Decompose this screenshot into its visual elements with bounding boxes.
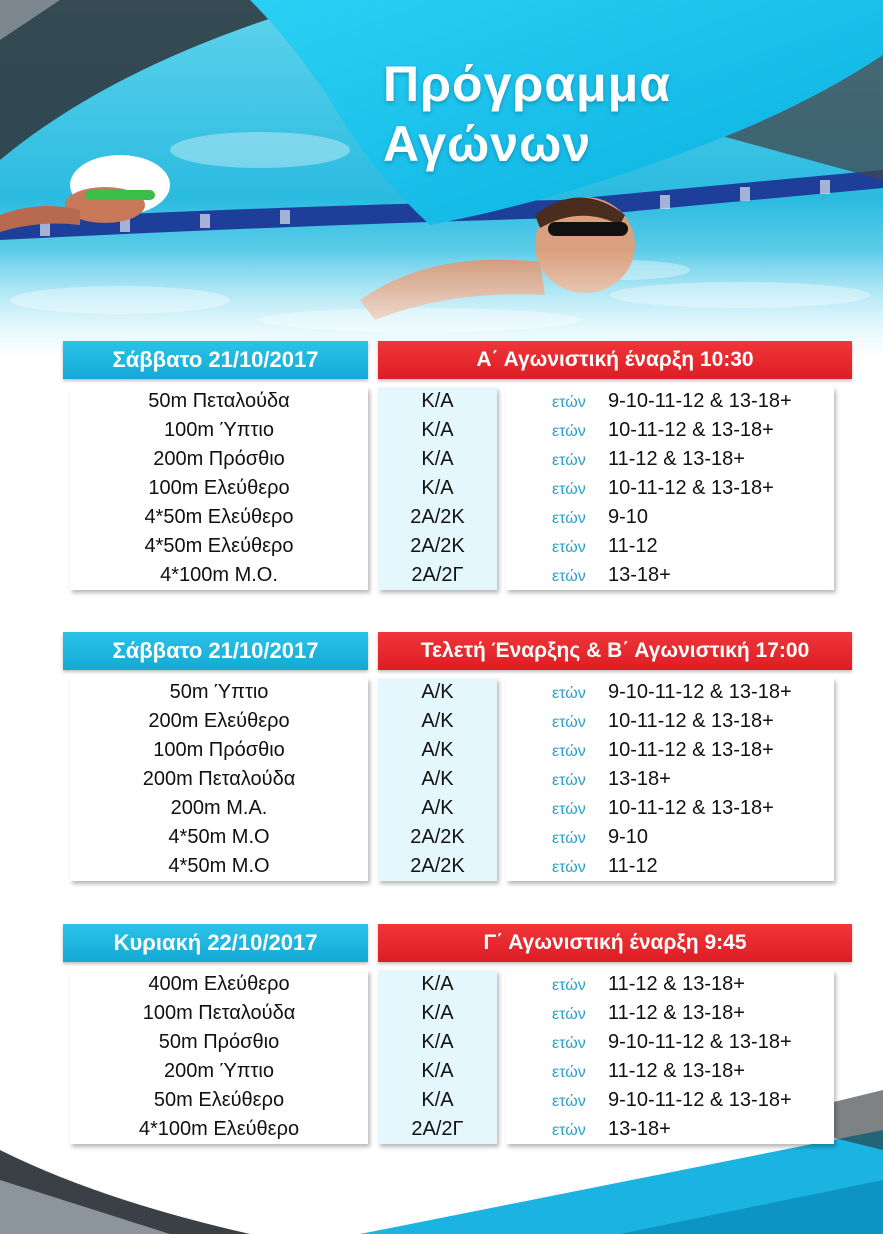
- event-name: 4*50m Μ.Ο: [168, 855, 270, 877]
- age-prefix: ετών: [552, 743, 586, 760]
- age-prefix: ετών: [552, 1122, 586, 1139]
- session-heading: Α΄ Αγωνιστική έναρξη 10:30: [378, 341, 852, 379]
- age-prefix: ετών: [552, 1035, 586, 1052]
- event-ages-row: [506, 678, 834, 707]
- age-prefix: ετών: [552, 1064, 586, 1081]
- event-name: 50m Πρόσθιο: [158, 1031, 280, 1053]
- event-ages-row: [506, 707, 834, 736]
- age-prefix: ετών: [552, 568, 586, 585]
- event-ages: 13-18+: [608, 1118, 671, 1140]
- event-category: Κ/Α: [421, 419, 454, 441]
- event-category: Α/Κ: [421, 797, 454, 819]
- page-title: [383, 54, 713, 174]
- event-name: 100m Πρόσθιο: [153, 739, 285, 761]
- category-column: [378, 678, 497, 881]
- event-category: Α/Κ: [421, 681, 454, 703]
- event-name: 4*50m Ελεύθερο: [144, 506, 294, 528]
- event-ages-row: [506, 1086, 834, 1115]
- event-name: 50m Ύπτιο: [169, 681, 269, 703]
- events-column: [70, 387, 368, 590]
- age-prefix: ετών: [552, 977, 586, 994]
- event-name: 50m Ελεύθερο: [153, 1089, 285, 1111]
- age-prefix: ετών: [552, 859, 586, 876]
- event-name: 200m Πεταλούδα: [142, 768, 296, 790]
- age-prefix: ετών: [552, 452, 586, 469]
- age-prefix: ετών: [552, 830, 586, 847]
- event-ages-row: [506, 852, 834, 881]
- age-prefix: ετών: [552, 1093, 586, 1110]
- event-ages: 9-10-11-12 & 13-18+: [608, 1031, 792, 1053]
- event-category: Α/Κ: [421, 739, 454, 761]
- event-category: 2Α/2Γ: [411, 564, 464, 586]
- event-category: Κ/Α: [421, 448, 454, 470]
- event-name: 200m Πρόσθιο: [153, 448, 285, 470]
- event-category: 2Α/2Γ: [411, 1118, 464, 1140]
- event-ages: 9-10: [608, 826, 649, 848]
- page-title-line-1: Πρόγραμμα: [383, 56, 671, 112]
- event-ages: 10-11-12 & 13-18+: [608, 739, 774, 761]
- event-name: 100m Πεταλούδα: [142, 1002, 296, 1024]
- event-ages-row: [506, 823, 834, 852]
- session-heading: Τελετή Έναρξης & Β΄ Αγωνιστική 17:00: [378, 632, 852, 670]
- event-category: 2Α/2Κ: [410, 826, 465, 848]
- event-category: 2Α/2Κ: [410, 855, 465, 877]
- age-prefix: ετών: [552, 481, 586, 498]
- event-name: 4*50m Μ.Ο: [168, 826, 270, 848]
- event-ages: 11-12: [608, 855, 658, 877]
- age-prefix: ετών: [552, 714, 586, 731]
- event-ages-row: [506, 387, 834, 416]
- event-ages: 13-18+: [608, 564, 671, 586]
- event-ages-row: [506, 736, 834, 765]
- event-category: Α/Κ: [421, 768, 454, 790]
- events-column: [70, 970, 368, 1144]
- event-ages: 11-12 & 13-18+: [608, 448, 745, 470]
- session-date: Κυριακή 22/10/2017: [63, 924, 368, 962]
- event-name: 200m Μ.Α.: [170, 797, 268, 819]
- event-category: Α/Κ: [421, 710, 454, 732]
- age-prefix: ετών: [552, 510, 586, 527]
- age-prefix: ετών: [552, 539, 586, 556]
- age-prefix: ετών: [552, 772, 586, 789]
- events-column: [70, 678, 368, 881]
- event-name: 200m Ελεύθερο: [148, 710, 290, 732]
- category-column: [378, 387, 497, 590]
- ages-column: [506, 970, 834, 1144]
- event-name: 100m Ελεύθερο: [148, 477, 290, 499]
- event-category: Κ/Α: [421, 1060, 454, 1082]
- event-name: 4*50m Ελεύθερο: [144, 535, 294, 557]
- event-ages-row: [506, 445, 834, 474]
- event-category: Κ/Α: [421, 1002, 454, 1024]
- event-name: 100m Ύπτιο: [164, 419, 274, 441]
- event-ages-row: [506, 561, 834, 590]
- event-ages-row: [506, 1057, 834, 1086]
- event-ages-row: [506, 1028, 834, 1057]
- event-ages: 9-10: [608, 506, 649, 528]
- event-ages: 9-10-11-12 & 13-18+: [608, 1089, 792, 1111]
- event-ages: 10-11-12 & 13-18+: [608, 477, 774, 499]
- age-prefix: ετών: [552, 685, 586, 702]
- event-ages-row: [506, 474, 834, 503]
- event-ages: 10-11-12 & 13-18+: [608, 797, 774, 819]
- ages-column: [506, 387, 834, 590]
- event-ages-row: [506, 1115, 834, 1144]
- event-name: 4*100m Μ.Ο.: [160, 564, 278, 586]
- age-prefix: ετών: [552, 801, 586, 818]
- age-prefix: ετών: [552, 423, 586, 440]
- session-date: Σάββατο 21/10/2017: [63, 632, 368, 670]
- event-ages: 10-11-12 & 13-18+: [608, 710, 774, 732]
- event-ages: 9-10-11-12 & 13-18+: [608, 390, 792, 412]
- event-name: 50m Πεταλούδα: [148, 390, 290, 412]
- category-column: [378, 970, 497, 1144]
- event-ages: 11-12: [608, 535, 658, 557]
- event-ages: 10-11-12 & 13-18+: [608, 419, 774, 441]
- event-category: Κ/Α: [421, 1031, 454, 1053]
- age-prefix: ετών: [552, 1006, 586, 1023]
- event-name: 200m Ύπτιο: [164, 1060, 274, 1082]
- age-prefix: ετών: [552, 394, 586, 411]
- event-ages-row: [506, 503, 834, 532]
- page-title-line-2: Αγώνων: [383, 116, 592, 172]
- event-category: Κ/Α: [421, 477, 454, 499]
- event-ages-row: [506, 416, 834, 445]
- event-ages-row: [506, 765, 834, 794]
- event-ages-row: [506, 970, 834, 999]
- event-category: Κ/Α: [421, 973, 454, 995]
- event-category: Κ/Α: [421, 1089, 454, 1111]
- ages-column: [506, 678, 834, 881]
- event-name: 4*100m Ελεύθερο: [138, 1118, 300, 1140]
- event-ages: 13-18+: [608, 768, 671, 790]
- event-category: 2Α/2Κ: [410, 506, 465, 528]
- event-name: 400m Ελεύθερο: [148, 973, 290, 995]
- session-heading: Γ΄ Αγωνιστική έναρξη 9:45: [378, 924, 852, 962]
- event-category: Κ/Α: [421, 390, 454, 412]
- event-ages-row: [506, 794, 834, 823]
- event-category: 2Α/2Κ: [410, 535, 465, 557]
- event-ages: 11-12 & 13-18+: [608, 1002, 745, 1024]
- event-ages: 11-12 & 13-18+: [608, 973, 745, 995]
- event-ages-row: [506, 999, 834, 1028]
- event-ages: 9-10-11-12 & 13-18+: [608, 681, 792, 703]
- event-ages: 11-12 & 13-18+: [608, 1060, 745, 1082]
- event-ages-row: [506, 532, 834, 561]
- session-date: Σάββατο 21/10/2017: [63, 341, 368, 379]
